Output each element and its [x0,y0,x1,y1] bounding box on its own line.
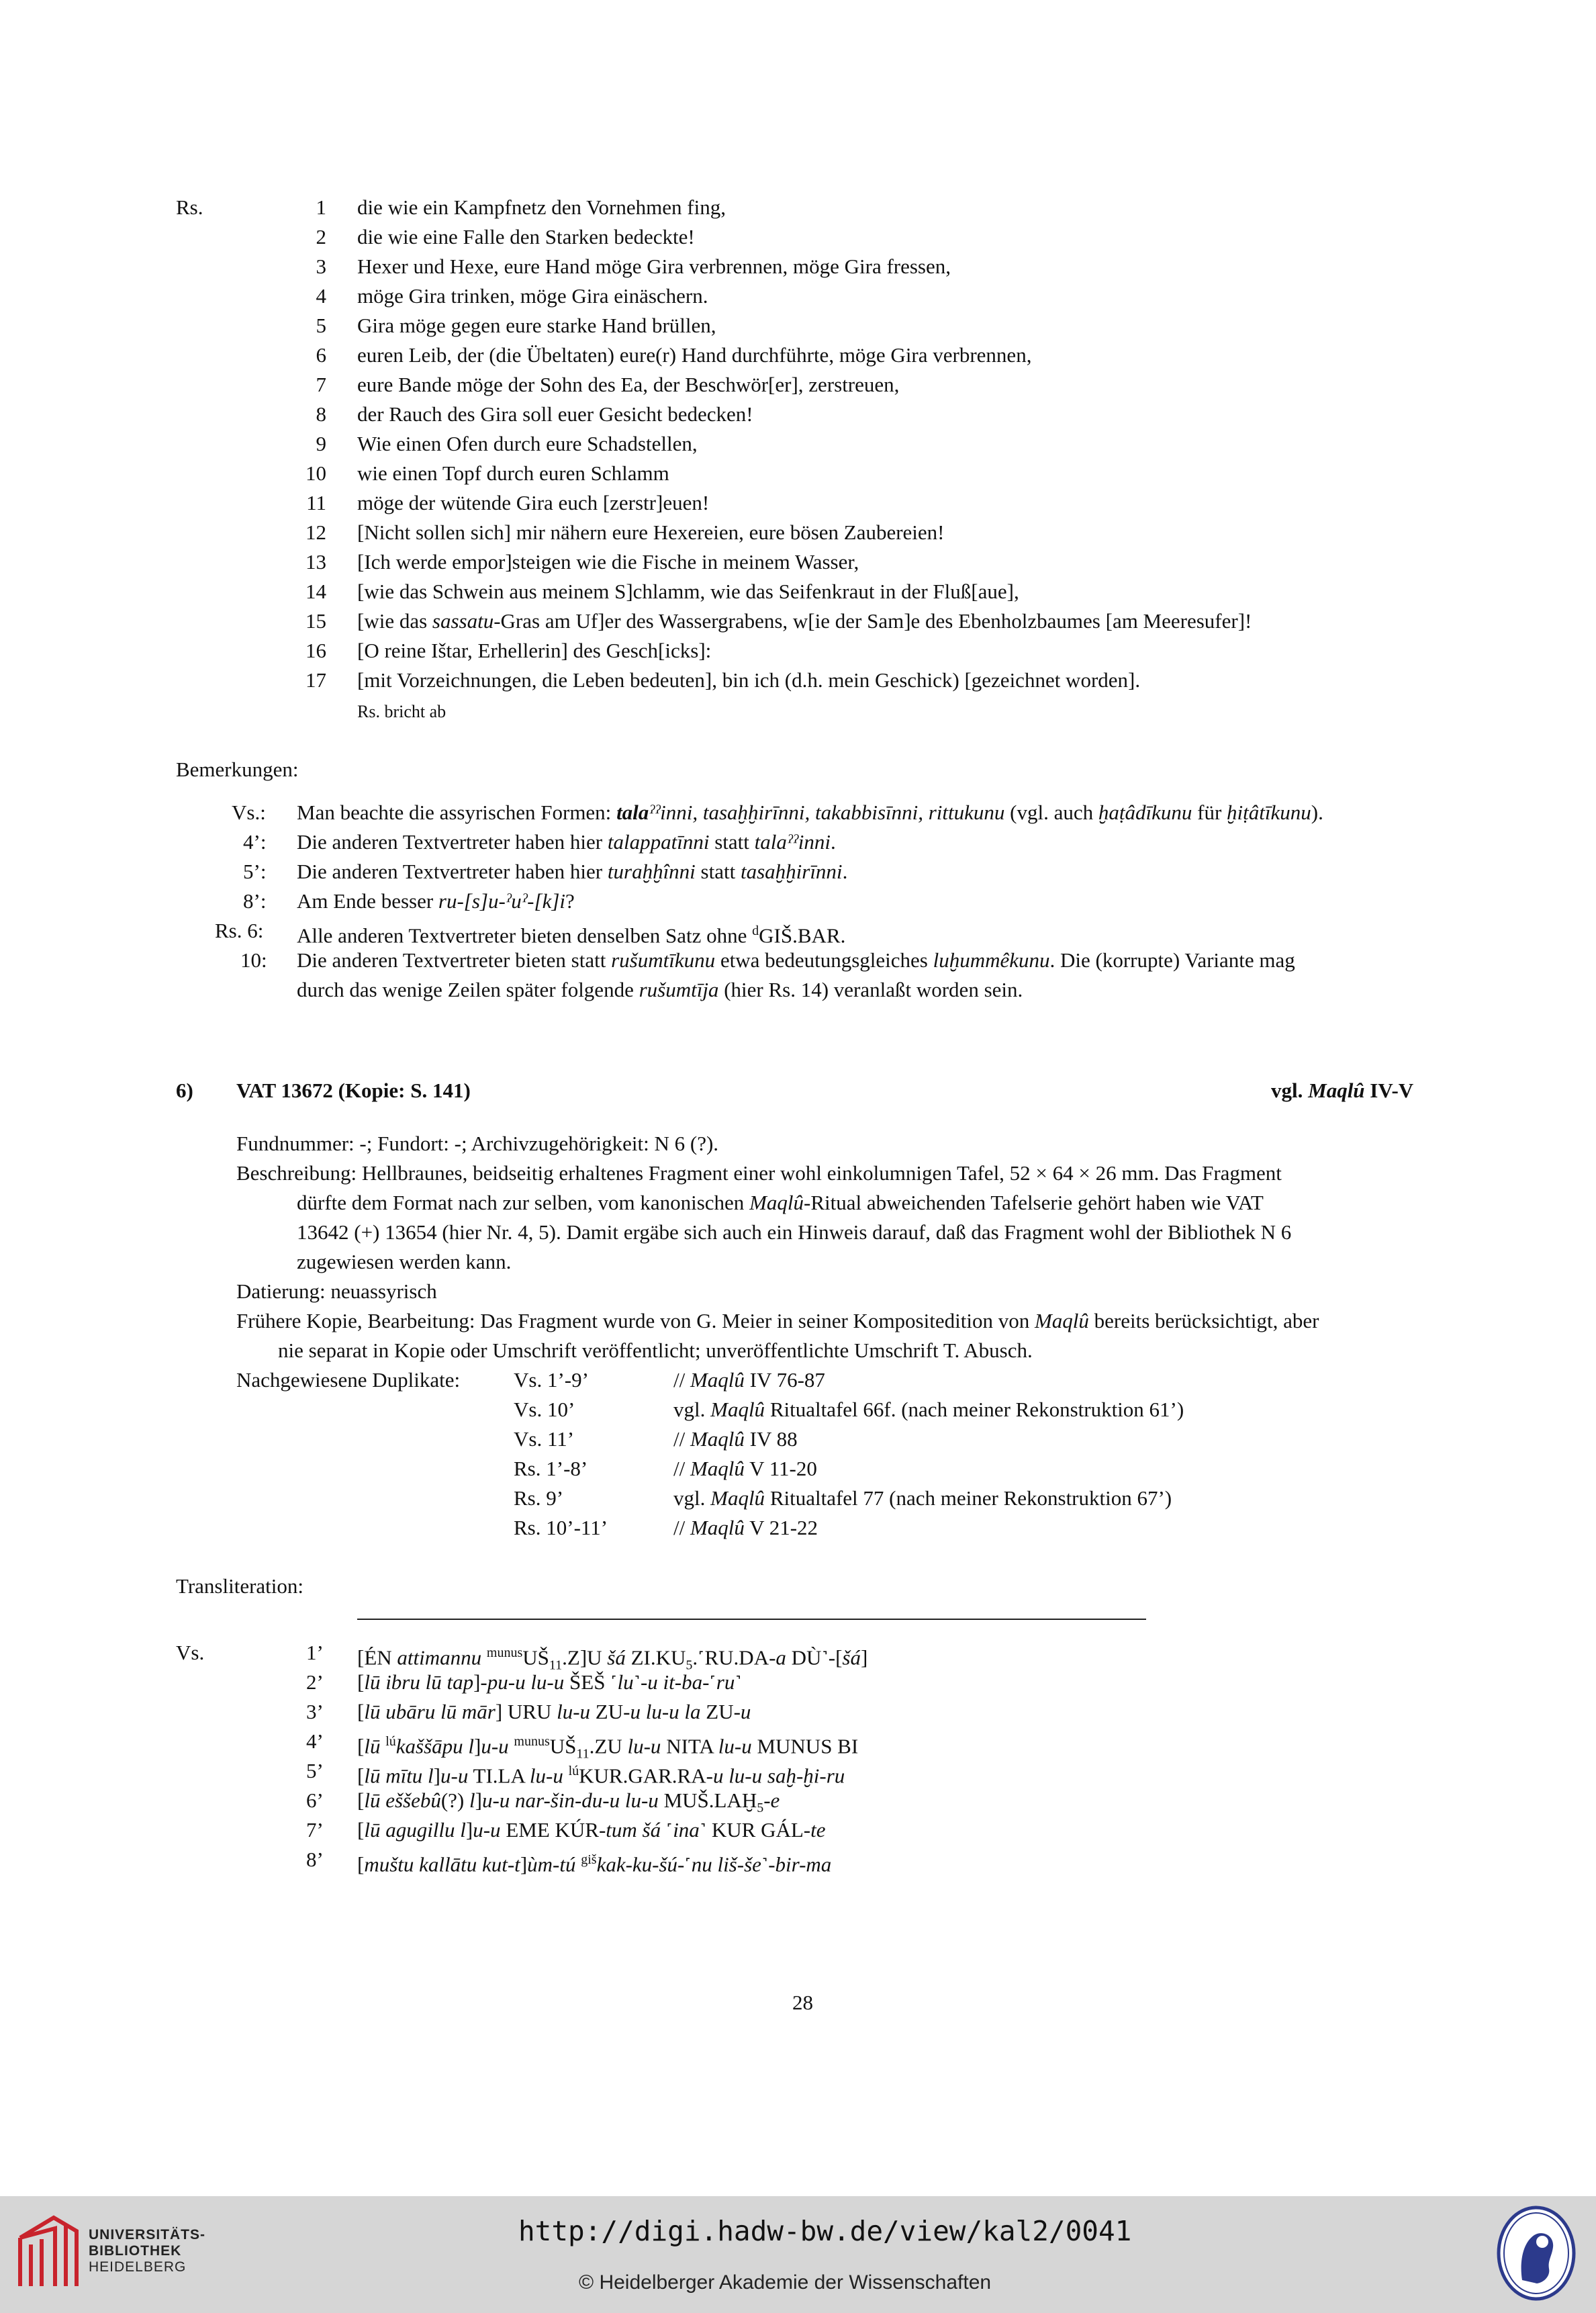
remark-vs: Man beachte die assyrischen Formen: talaˀˀinni, tasaḫḫirīnni, takabbisīnni, rittukunu (vgl. auch ḫaṭâdīkunu für ḫiṭâtīkunu). [297,801,1323,824]
duplicate-ref: Vs. 11’ [514,1427,575,1451]
remark-5: Die anderen Textvertreter haben hier turaḫḫînni statt tasaḫḫirīnni. [297,860,848,883]
rs-line-number: 10 [306,461,326,485]
translit-line-number: 7’ [306,1818,324,1842]
beschreibung-line4: zugewiesen werden kann. [297,1250,512,1273]
translit-line-number: 3’ [306,1700,324,1723]
remark-8: Am Ende besser ru-[s]u-ˀuˀ-[k]i? [297,889,575,913]
remark-rs6: Alle anderen Textvertreter bieten denselben Satz ohne $^d$GIŠ.BAR. [297,923,846,948]
transliteration-rule [357,1619,1146,1620]
duplicate-parallel: vgl. Maqlû Ritualtafel 77 (nach meiner Rekonstruktion 67’) [673,1486,1172,1510]
rs-breaks-note: Rs. bricht ab [357,702,447,721]
rs-line-number: 3 [316,255,326,278]
duplicate-ref: Rs. 1’-8’ [514,1457,588,1480]
remark-label-rs6: Rs. 6: [215,919,264,942]
rs-line-number: 1 [316,195,326,219]
rs-line-text: Hexer und Hexe, eure Hand möge Gira verbrennen, möge Gira fressen, [357,255,951,278]
rs-line-number: 17 [306,668,326,692]
footer-bar [0,2196,1596,2313]
bemerkungen-heading: Bemerkungen: [176,758,299,781]
translit-line-number: 8’ [306,1848,324,1871]
translit-line-number: 5’ [306,1759,324,1782]
rs-line-text: [O reine Ištar, Erhellerin] des Gesch[icks]: [357,639,712,662]
rs-line-text: möge der wütende Gira euch [zerstr]euen! [357,491,710,514]
rs-line-text: die wie ein Kampfnetz den Vornehmen fing, [357,195,726,219]
rs-line-text: die wie eine Falle den Starken bedeckte! [357,225,695,248]
duplicate-ref: Vs. 1’-9’ [514,1368,589,1392]
datierung: Datierung: neuassyrisch [236,1279,437,1303]
translit-line-number: 6’ [306,1788,324,1812]
rs-line-number: 16 [306,639,326,662]
rs-line-text: [Nicht sollen sich] mir nähern eure Hexereien, eure bösen Zaubereien! [357,520,945,544]
library-name-line2: BIBLIOTHEK [89,2243,182,2259]
rs-label: Rs. [176,195,203,219]
rs-line-number: 2 [316,225,326,248]
rs-line-text: [wie das sassatu-Gras am Uf]er des Wassergrabens, w[ie der Sam]e des Ebenholzbaumes [am Meeresufer]! [357,609,1252,633]
library-name-line3: HEIDELBERG [89,2259,187,2275]
rs-line-text: [Ich werde empor]steigen wie die Fische in meinem Wasser, [357,550,859,574]
translit-line-number: 2’ [306,1670,324,1694]
rs-line-number: 13 [306,550,326,574]
duplicate-ref: Rs. 9’ [514,1486,564,1510]
remark-label-5: 5’: [243,860,267,883]
translit-line-2: [lū ibru lū tap]-pu-u lu-u ŠEŠ ˹lu˺-u it-ba-˹ru˺ [357,1670,742,1694]
remark-label-vs: Vs.: [232,801,266,824]
remark-label-10: 10: [240,948,267,972]
remark-10-line2: durch das wenige Zeilen später folgende rušumtīja (hier Rs. 14) veranlaßt worden sein. [297,978,1023,1001]
rs-line-number: 8 [316,402,326,426]
transliteration-heading: Transliteration: [176,1574,304,1598]
rs-line-text: Gira möge gegen eure starke Hand brüllen, [357,314,716,337]
section-number: 6) [176,1079,193,1102]
translit-line-4: [lū $^{lú}$kaššāpu l]u-u $^{munus}UŠ_{11}.ZU$ lu-u NITA lu-u MUNUS BI [357,1734,859,1762]
fruehere-kopie-line2: nie separat in Kopie oder Umschrift veröffentlicht; unveröffentlichte Umschrift T. Abusch. [278,1339,1033,1362]
beschreibung-line3: 13642 (+) 13654 (hier Nr. 4, 5). Damit ergäbe sich auch ein Hinweis darauf, daß das Fragment wohl der Bibliothek N 6 [297,1220,1292,1244]
rs-line-number: 14 [306,580,326,603]
translit-line-number: 4’ [306,1729,324,1753]
rs-line-number: 5 [316,314,326,337]
remark-label-4: 4’: [243,830,267,854]
translit-line-6: [lū eššebû(?) l]u-u nar-šin-du-u lu-u MUŠ.LAḪ$_5$-e [357,1788,780,1816]
library-logo-icon [15,2211,82,2292]
duplicate-parallel: // Maqlû V 11-20 [673,1457,817,1480]
rs-line-number: 15 [306,609,326,633]
remark-label-8: 8’: [243,889,267,913]
rs-line-number: 12 [306,520,326,544]
section-title: VAT 13672 (Kopie: S. 141) [236,1079,471,1102]
beschreibung-line2: dürfte dem Format nach zur selben, vom kanonischen Maqlû-Ritual abweichenden Tafelserie gehört haben wie VAT [297,1191,1264,1214]
library-name-line1: UNIVERSITÄTS- [89,2227,206,2242]
rs-line-text: euren Leib, der (die Übeltaten) eure(r) Hand durchführte, möge Gira verbrennen, [357,343,1032,367]
remark-10-line1: Die anderen Textvertreter bieten statt rušumtīkunu etwa bedeutungsgleiches luḫummêkunu. Die (korrupte) Variante mag [297,948,1295,972]
translit-line-3: [lū ubāru lū mār] URU lu-u ZU-u lu-u la ZU-u [357,1700,751,1723]
copyright-notice: © Heidelberger Akademie der Wissenschaften [579,2271,992,2294]
fruehere-kopie-line1: Frühere Kopie, Bearbeitung: Das Fragment wurde von G. Meier in seiner Kompositedition von Maqlû bereits berücksichtigt, aber [236,1309,1319,1332]
rs-line-number: 11 [306,491,326,514]
translit-line-1: [ÉN attimannu $^{munus}UŠ_{11}.Z]U$ šá $ZI.KU_5.˹RU.DA-a$ DÙ˺-[šá] [357,1645,868,1673]
duplicates-label: Nachgewiesene Duplikate: [236,1368,461,1392]
rs-line-text: [mit Vorzeichnungen, die Leben bedeuten], bin ich (d.h. mein Geschick) [gezeichnet worden]. [357,668,1141,692]
rs-line-text: wie einen Topf durch euren Schlamm [357,461,669,485]
source-url-link[interactable]: http://digi.hadw-bw.de/view/kal2/0041 [518,2215,1132,2247]
translit-line-number: 1’ [306,1641,324,1664]
academy-seal-icon [1495,2203,1577,2304]
page-number: 28 [792,1991,813,2014]
duplicate-ref: Vs. 10’ [514,1398,575,1421]
transliteration-vs-label: Vs. [176,1641,205,1664]
fundnummer: Fundnummer: -; Fundort: -; Archivzugehörigkeit: N 6 (?). [236,1132,719,1155]
translit-line-7: [lū agugillu l]u-u EME KÚR-tum šá ˹ina˺ KUR GÁL-te [357,1818,826,1842]
remark-4: Die anderen Textvertreter haben hier talappatīnni statt talaˀˀinni. [297,830,836,854]
translit-line-5: [lū mītu l]u-u TI.LA lu-u $^{lú}$KUR.GAR.RA-u lu-u saḫ-ḫi-ru [357,1764,845,1788]
section-parallel: vgl. Maqlû IV-V [1271,1079,1414,1102]
rs-line-text: [wie das Schwein aus meinem S]chlamm, wie das Seifenkraut in der Fluß[aue], [357,580,1019,603]
duplicate-parallel: // Maqlû IV 76-87 [673,1368,825,1392]
rs-line-number: 4 [316,284,326,308]
duplicate-parallel: // Maqlû V 21-22 [673,1516,818,1539]
duplicate-parallel: vgl. Maqlû Ritualtafel 66f. (nach meiner Rekonstruktion 61’) [673,1398,1184,1421]
rs-line-number: 6 [316,343,326,367]
rs-line-number: 9 [316,432,326,455]
rs-line-text: Wie einen Ofen durch eure Schadstellen, [357,432,698,455]
rs-line-number: 7 [316,373,326,396]
beschreibung-line1: Beschreibung: Hellbraunes, beidseitig erhaltenes Fragment einer wohl einkolumnigen Tafel, 52 × 64 × 26 mm. Das Fragment [236,1161,1282,1185]
duplicate-ref: Rs. 10’-11’ [514,1516,608,1539]
translit-line-8: [muštu kallātu kut-t]ùm-tú $^{giš}$kak-ku-šú-˹nu liš-še˺-bir-ma [357,1852,832,1876]
duplicate-parallel: // Maqlû IV 88 [673,1427,798,1451]
rs-line-text: der Rauch des Gira soll euer Gesicht bedecken! [357,402,753,426]
rs-line-text: eure Bande möge der Sohn des Ea, der Beschwör[er], zerstreuen, [357,373,900,396]
rs-line-text: möge Gira trinken, möge Gira einäschern. [357,284,708,308]
